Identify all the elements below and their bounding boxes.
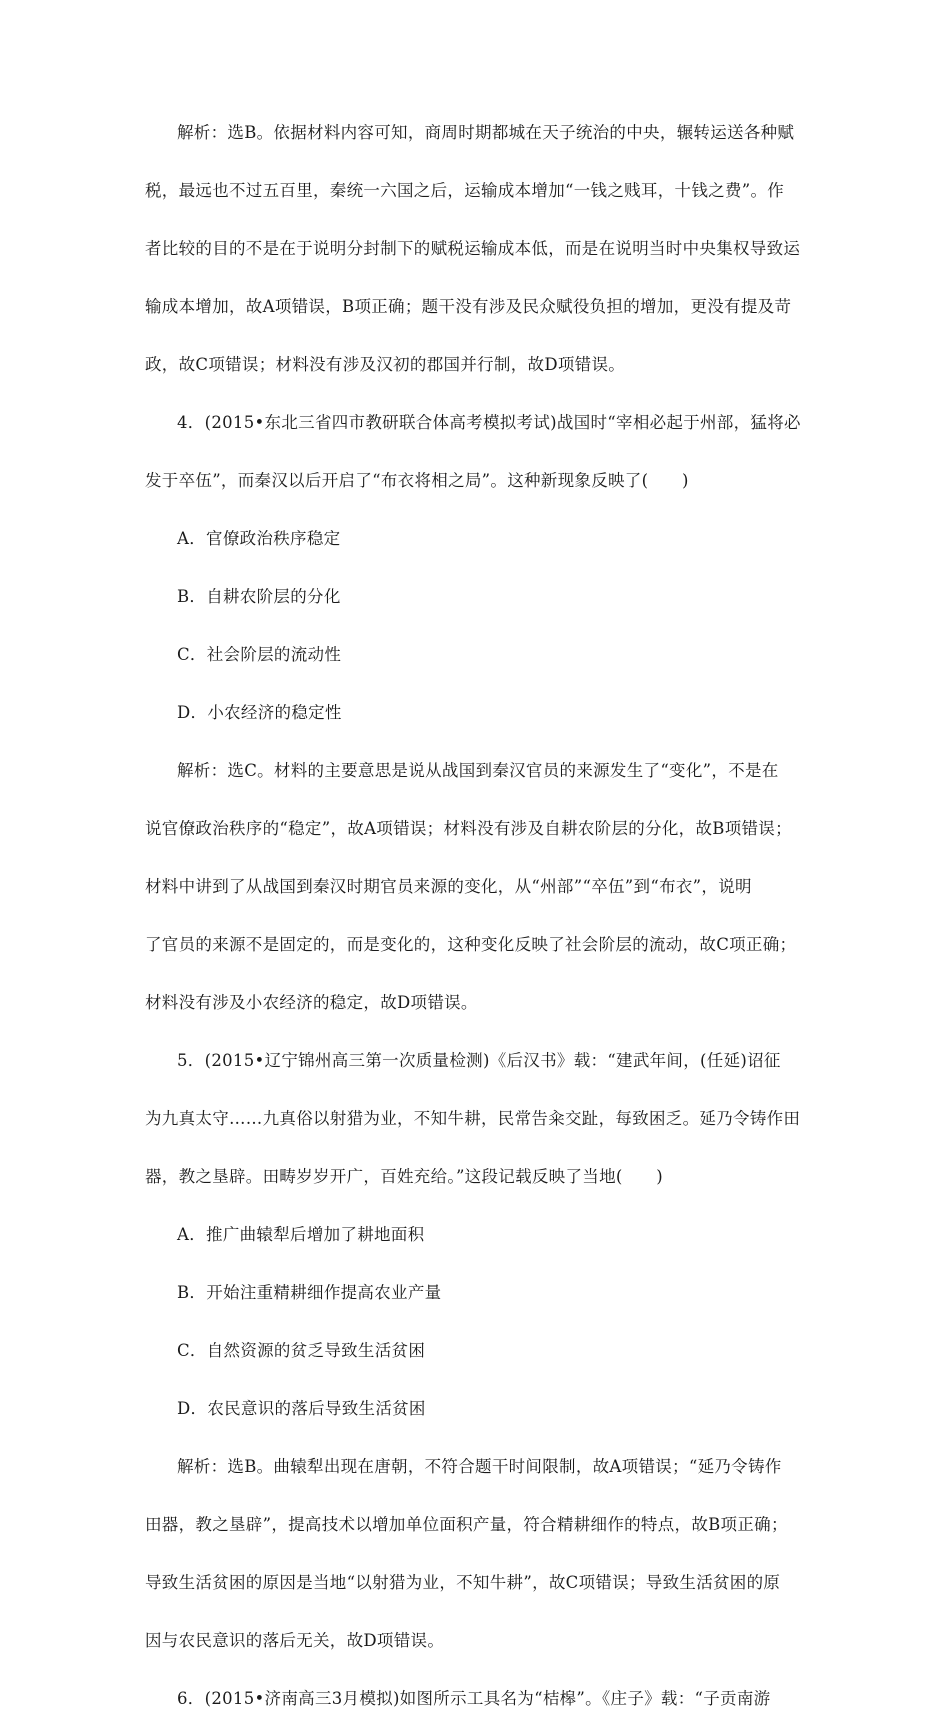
text-line: 田器，教之垦辟”，提高技术以增加单位面积产量，符合精耕细作的特点，故B项正确； — [145, 1515, 788, 1534]
option-a: A．官僚政治秩序稳定 — [177, 529, 341, 548]
option-c: C．社会阶层的流动性 — [177, 645, 342, 664]
text-line: 说官僚政治秩序的“稳定”，故A项错误；材料没有涉及自耕农阶层的分化，故B项错误； — [145, 819, 792, 838]
text-line: 为九真太守……九真俗以射猎为业，不知牛耕，民常告籴交趾，每致困乏。延乃令铸作田 — [145, 1109, 801, 1128]
option-b: B．开始注重精耕细作提高农业产量 — [177, 1283, 442, 1302]
text-line: 发于卒伍”，而秦汉以后开启了“布衣将相之局”。这种新现象反映了( ) — [145, 471, 689, 490]
text-line: 税，最远也不过五百里，秦统一六国之后，运输成本增加“一钱之贱耳，十钱之费”。作 — [145, 181, 785, 200]
option-b: B．自耕农阶层的分化 — [177, 587, 341, 606]
option-a: A．推广曲辕犁后增加了耕地面积 — [177, 1225, 425, 1244]
option-d: D．小农经济的稳定性 — [177, 703, 342, 722]
option-c: C．自然资源的贫乏导致生活贫困 — [177, 1341, 426, 1360]
text-line: 器，教之垦辟。田畴岁岁开广，百姓充给。”这段记载反映了当地( ) — [145, 1167, 663, 1186]
text-line: 了官员的来源不是固定的，而是变化的，这种变化反映了社会阶层的流动，故C项正确； — [145, 935, 797, 954]
text-line: 者比较的目的不是在于说明分封制下的赋税运输成本低，而是在说明当时中央集权导致运 — [145, 239, 801, 258]
text-line: 因与农民意识的落后无关，故D项错误。 — [145, 1631, 445, 1650]
text-line: 解析：选B。依据材料内容可知，商周时期都城在天子统治的中央，辗转运送各种赋 — [177, 123, 795, 142]
option-d: D．农民意识的落后导致生活贫困 — [177, 1399, 426, 1418]
question-4-stem: 4．(2015•东北三省四市教研联合体高考模拟考试)战国时“宰相必起于州部，猛将必 — [177, 413, 801, 432]
question-6-stem: 6．(2015•济南高三3月模拟)如图所示工具名为“桔槔”。《庄子》载：“子贡南游 — [177, 1689, 771, 1708]
text-line: 材料没有涉及小农经济的稳定，故D项错误。 — [145, 993, 478, 1012]
answer-4-explanation: 解析：选C。材料的主要意思是说从战国到秦汉官员的来源发生了“变化”，不是在 — [177, 761, 779, 780]
text-line: 输成本增加，故A项错误，B项正确；题干没有涉及民众赋役负担的增加，更没有提及苛 — [145, 297, 792, 316]
text-line: 政，故C项错误；材料没有涉及汉初的郡国并行制，故D项错误。 — [145, 355, 626, 374]
document-body — [145, 122, 810, 1710]
answer-5-explanation: 解析：选B。曲辕犁出现在唐朝，不符合题干时间限制，故A项错误；“延乃令铸作 — [177, 1457, 782, 1476]
text-line: 材料中讲到了从战国到秦汉时期官员来源的变化，从“州部”“卒伍”到“布衣”，说明 — [145, 877, 752, 896]
text-line: 导致生活贫困的原因是当地“以射猎为业，不知牛耕”，故C项错误；导致生活贫困的原 — [145, 1573, 781, 1592]
question-5-stem: 5．(2015•辽宁锦州高三第一次质量检测)《后汉书》载：“建武年间，(任延)诏征 — [177, 1051, 781, 1070]
